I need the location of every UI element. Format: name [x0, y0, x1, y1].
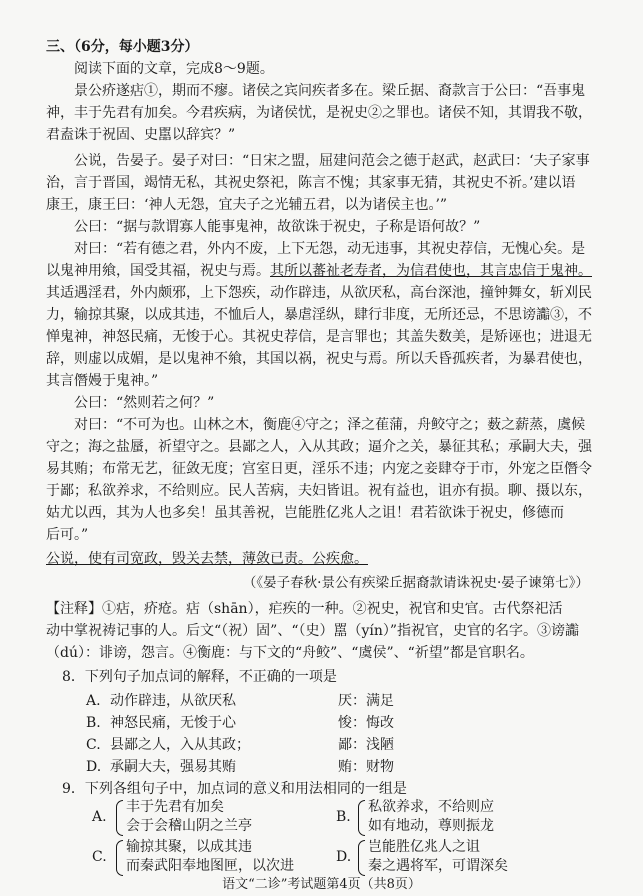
passage-line: 守之；海之盐蜃，祈望守之。县鄙之人，入从其政；逼介之关，暴征其私；承嗣大夫，强: [46, 439, 592, 455]
passage-line: 于鄙；私欲养求，不给则应。民人苦病，夫妇皆诅。祝有益也，诅亦有损。聊、摄以东，: [46, 483, 592, 499]
passage-line: 对曰：“不可为也。山林之木，衡鹿④守之；泽之萑蒲，舟鲛守之；薮之薪蒸，虞候: [74, 417, 586, 433]
passage-line: 公曰：“然则若之何？”: [74, 395, 215, 411]
passage-line: 康王，康王曰：‘神人无怨，宜夫子之光辅五君，以为诸侯主也。’”: [46, 197, 448, 213]
q8-option-sentence: 承嗣大夫，强易其贿: [110, 759, 236, 775]
passage-source: （《晏子春秋·景公有疾梁丘据裔款请诛祝史·晏子谏第七》）: [242, 575, 589, 591]
q8-option-label: C.: [86, 737, 101, 753]
q8-option-label: D.: [86, 759, 102, 775]
passage-line: 对曰：“若有德之君，外内不废，上下无怨，动无违事，其祝史荐信，无愧心矣。是: [74, 241, 586, 257]
q8-option-gloss: 贿：财物: [338, 759, 394, 775]
q8-option-gloss: 鄙：浅陋: [338, 737, 394, 753]
passage-line: 治，言于晋国，竭情无私，其祝史祭祀，陈言不愧；其家事无猜，其祝史不祈。’建以语: [46, 175, 576, 191]
passage-line: 后可。”: [46, 527, 89, 543]
passage-line: 公说，使有司宽政，毁关去禁，薄敛已责。公疾愈。: [46, 551, 368, 567]
brace-bracket: [116, 800, 123, 836]
q8-option-label: A.: [86, 693, 101, 709]
q9-sentence: 秦之遇将军，可谓深矣: [368, 858, 508, 874]
passage-line: 其适遇淫君，外内颇邪，上下怨疾，动作辟违，从欲厌私，高台深池，撞钟舞女，斩刈民: [46, 285, 592, 301]
q9-sentence: 输掠其聚，以成其违: [126, 839, 252, 855]
notes-line: 【注释】①痁，疥疮。痁（shān），疟疾的一种。②祝史，祝官和史官。古代祭祀活: [46, 601, 563, 617]
q9-sentence: 如有地动，尊则振龙: [368, 818, 494, 834]
passage-line: 惮鬼神，神怒民痛，无悛于心。其祝史荐信，是言罪也；其盖失数美，是矫诬也；进退无: [46, 329, 592, 345]
q8-option-sentence: 县鄙之人，入从其政；: [110, 737, 250, 753]
q8-option-sentence: 动作辟违，从欲厌私: [110, 693, 236, 709]
passage-line: 姑尤以西，其为人也多矣！虽其善祝，岂能胜亿兆人之诅！君若欲诛于祝史，修德而: [46, 505, 564, 521]
section-heading: 三、（6分，每小题3分）: [46, 39, 199, 55]
q9-sentence: 而秦武阳奉地图匣，以次进: [126, 858, 294, 874]
q9-option-label: B.: [336, 809, 351, 825]
passage-line: 公说，告晏子。晏子对曰：“日宋之盟，屈建问范会之德于赵武，赵武曰：‘夫子家事: [74, 153, 590, 169]
notes-line: （dú）：诽谤，怨言。④衡鹿：与下文的“舟鲛”、“虞侯”、“祈望”都是官职名。: [46, 645, 534, 661]
passage-line: 辞，则虚以成媚，是以鬼神不飨，其国以祸，祝史与焉。所以夭昏孤疾者，为暴君使也，: [46, 351, 592, 367]
passage-line: 公曰：“据与款谓寡人能事鬼神，故欲诛于祝史，子称是语何故？”: [74, 219, 481, 235]
brace-bracket: [358, 800, 365, 836]
q8-option-gloss: 悛：悔改: [338, 715, 394, 731]
passage-line: 力，输掠其聚，以成其违，不恤后人，暴虐淫纵，肆行非度，无所还忌，不思谤讟③，不: [46, 307, 592, 323]
q8-stem: 8．下列句子加点词的解释，不正确的一项是: [62, 669, 337, 685]
q9-sentence: 会于会稽山阴之兰亭: [126, 818, 252, 834]
passage-line: 景公疥遂痁①，期而不瘳。诸侯之宾问疾者多在。梁丘据、裔款言于公曰：“吾事鬼: [74, 83, 586, 99]
q8-option-gloss: 厌：满足: [338, 693, 394, 709]
passage-line: 神，丰于先君有加矣。今君疾病，为诸侯忧，是祝史②之罪也。诸侯不知，其谓我不敬，: [46, 105, 592, 121]
q9-option-label: A.: [92, 809, 107, 825]
q9-sentence: 丰于先君有加矣: [126, 799, 224, 815]
page-footer: 语文“二诊”考试题第4页（共8页）: [222, 877, 421, 892]
q9-sentence: 私欲养求，不给则应: [368, 799, 494, 815]
passage-line: 其言僭嫚于鬼神。”: [46, 373, 159, 389]
brace-bracket: [116, 840, 123, 876]
q8-option-sentence: 神怒民痛，无悛于心: [110, 715, 236, 731]
section-instruction: 阅读下面的文章，完成8～9题。: [74, 61, 274, 77]
q9-option-label: C.: [92, 849, 107, 865]
passage-line: 君盍诛于祝固、史嚚以辞宾？”: [46, 127, 236, 143]
passage-line: [46, 262, 594, 280]
underlined-sentence: 其所以蕃祉老寿者，为信君使也，其言忠信于鬼神。: [270, 263, 592, 279]
q9-stem: 9．下列各组句子中，加点词的意义和用法相同的一组是: [62, 781, 407, 797]
q9-sentence: 岂能胜亿兆人之诅: [368, 839, 480, 855]
q9-option-label: D.: [336, 849, 352, 865]
q8-option-label: B.: [86, 715, 101, 731]
passage-text: 以鬼神用飨，国受其福，祝史与焉。: [46, 263, 270, 279]
passage-line: 易其贿；布常无艺，征敛无度；宫室日更，淫乐不违；内宠之妾肆夺于市，外宠之臣僭令: [46, 461, 592, 477]
notes-line: 动中掌祝祷记事的人。后文“（祝）固”、“（史）嚚（yín）”指祝官，史官的名字。③谤讟: [46, 623, 580, 639]
brace-bracket: [358, 840, 365, 876]
